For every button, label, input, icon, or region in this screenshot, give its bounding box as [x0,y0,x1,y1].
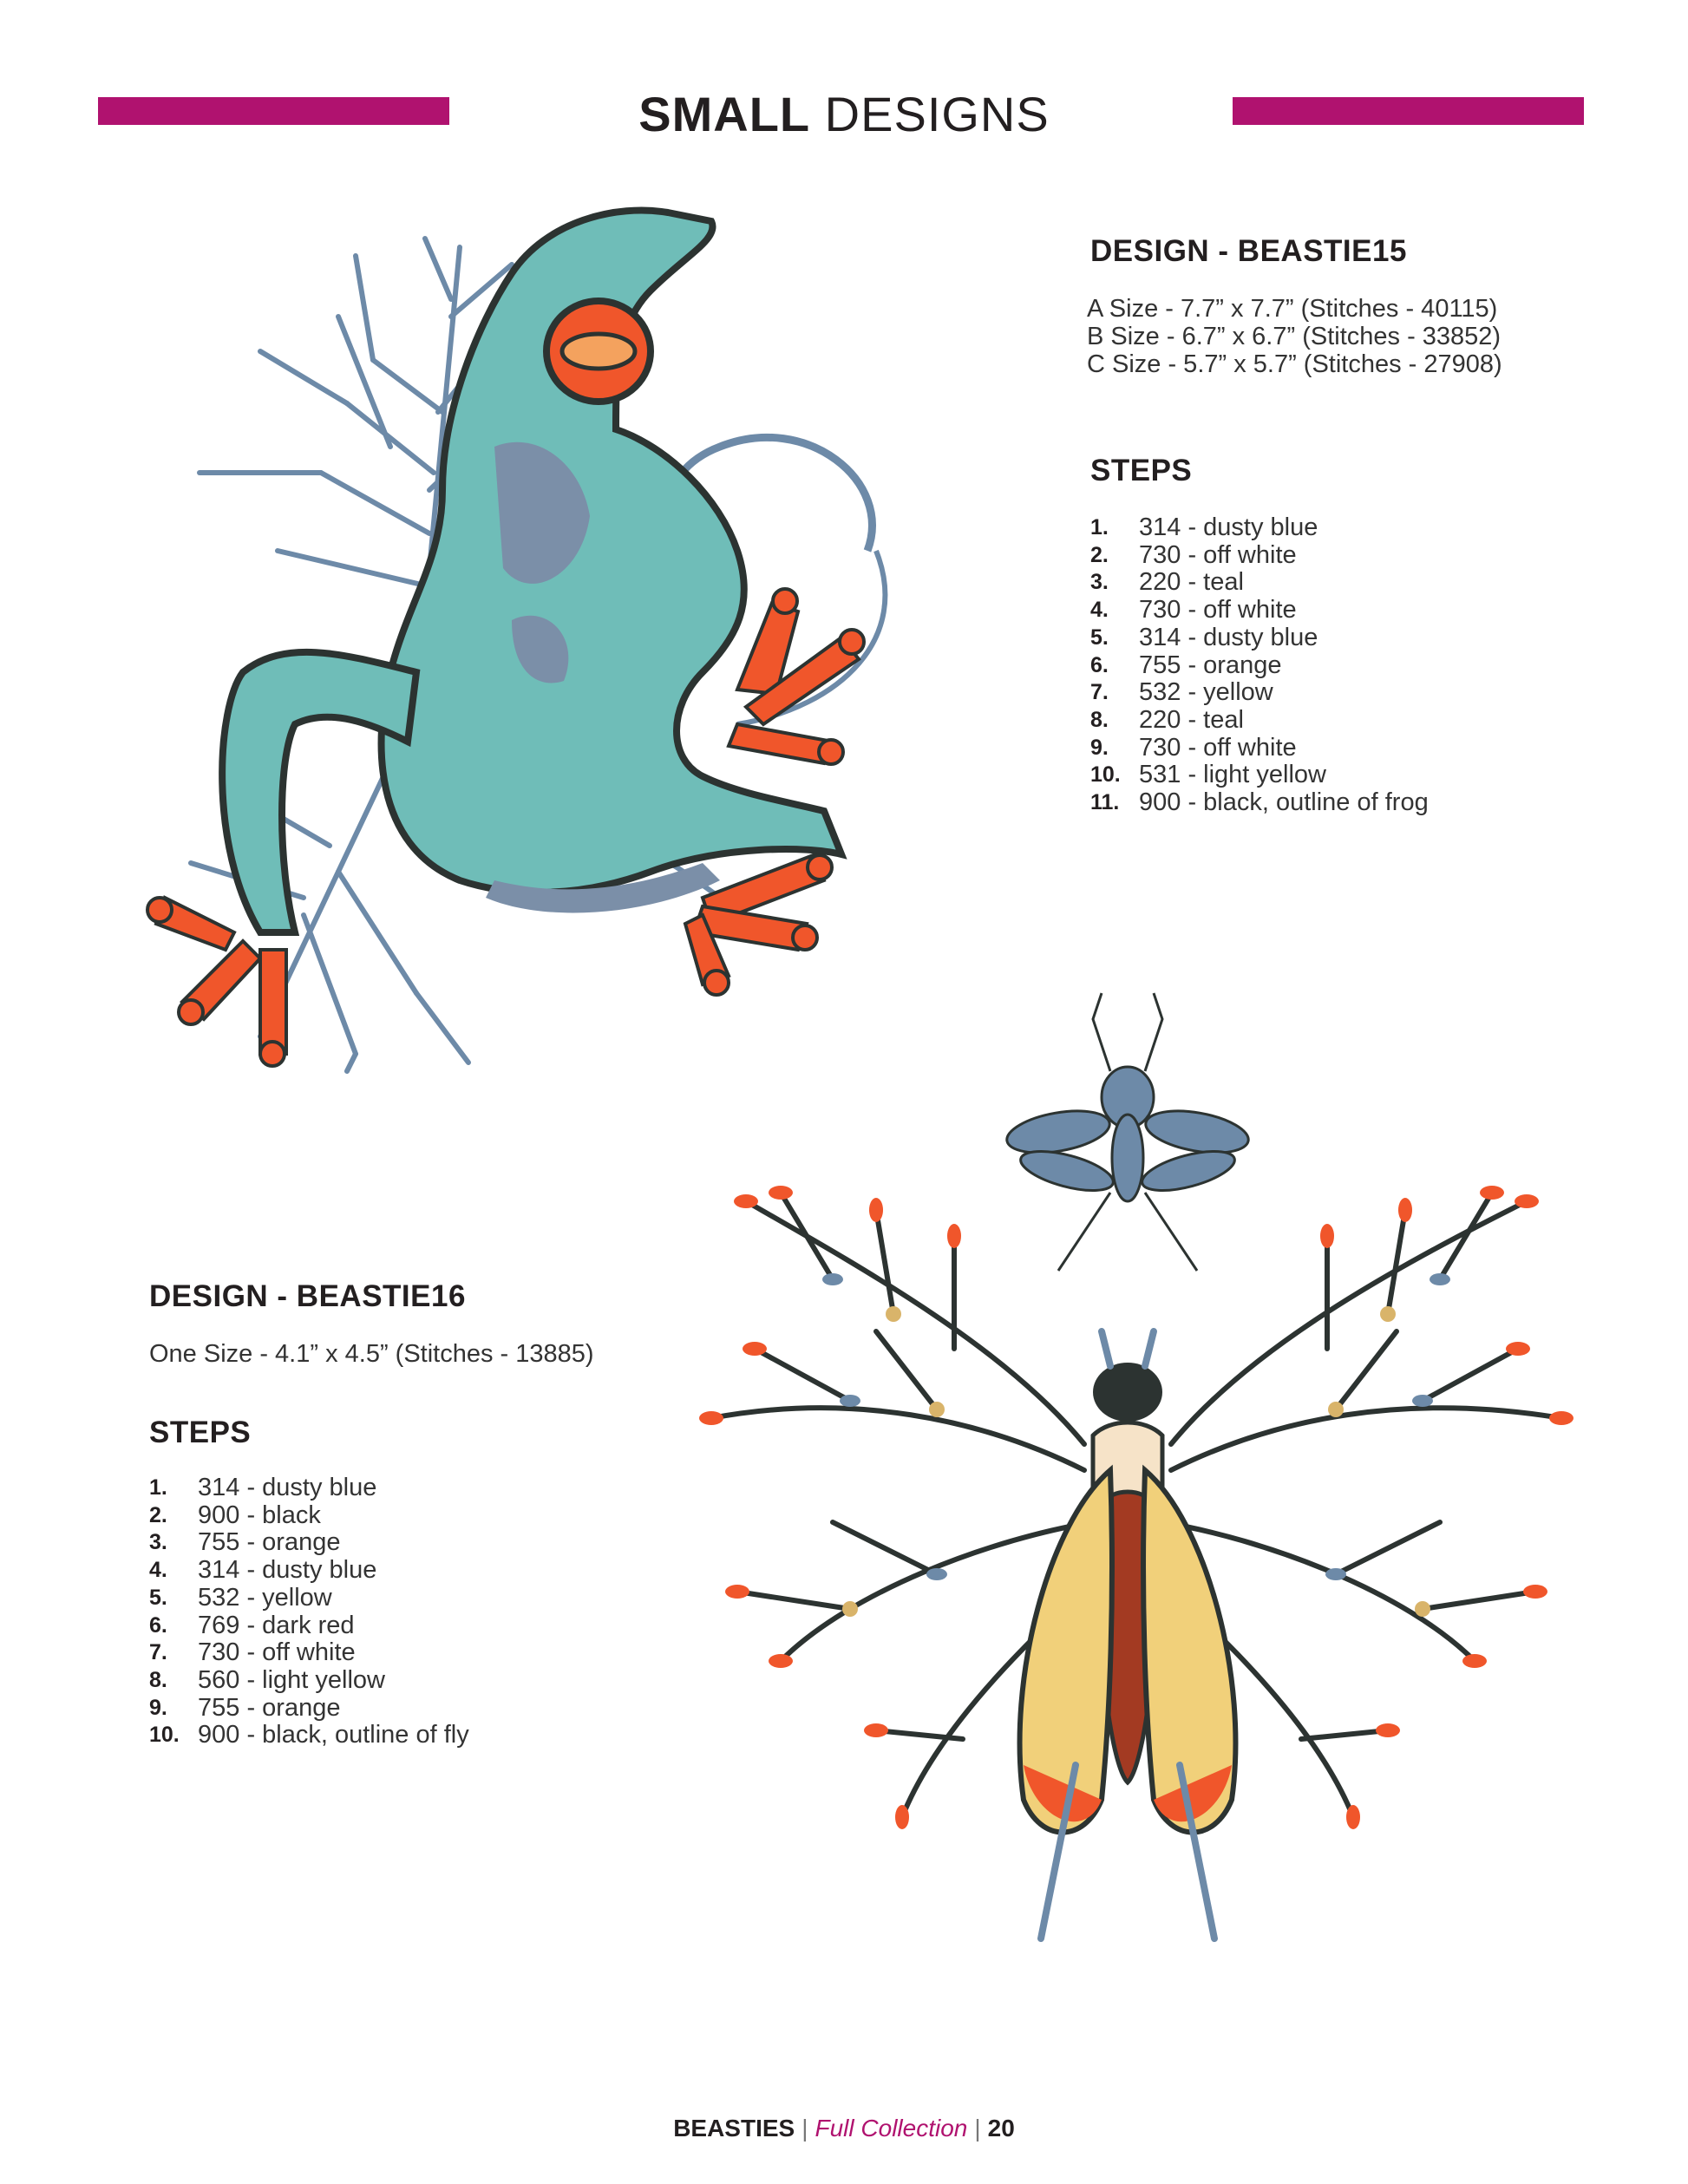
step-text: 314 - dusty blue [1139,513,1318,541]
design1-heading: DESIGN - BEASTIE15 [1090,234,1407,268]
step-number: 8. [149,1667,167,1692]
design2-steps-list [149,1475,469,1749]
step-text: 531 - light yellow [1139,761,1326,789]
step-text: 532 - yellow [198,1583,332,1612]
page-title-bold: SMALL [638,87,811,141]
step-text: 532 - yellow [1139,678,1273,707]
step-number: 3. [149,1530,167,1555]
step-text: 755 - orange [198,1528,341,1557]
step-text: 755 - orange [1139,651,1282,679]
step-item [149,1557,469,1585]
step-text: 314 - dusty blue [198,1556,377,1585]
step-item [149,1502,469,1530]
step-item [1090,624,1429,652]
step-number: 4. [149,1558,167,1583]
step-item [1090,542,1429,570]
step-number: 9. [149,1695,167,1720]
footer-separator: | [974,2115,981,2141]
step-text: 314 - dusty blue [1139,623,1318,651]
step-item [149,1612,469,1640]
step-number: 3. [1090,570,1109,595]
step-item [149,1695,469,1723]
step-number: 10. [1090,762,1121,788]
step-text: 900 - black, outline of fly [198,1721,469,1749]
step-text: 730 - off white [1139,596,1297,624]
step-number: 1. [149,1475,167,1500]
step-item [1090,762,1429,789]
design1-steps-list [1090,514,1429,817]
footer-collection: Full Collection [815,2115,968,2141]
step-item [149,1475,469,1502]
step-text: 730 - off white [1139,540,1297,569]
step-item [1090,514,1429,542]
step-item [149,1722,469,1749]
step-item [1090,597,1429,624]
page-title [0,87,1688,142]
step-text: 220 - teal [1139,568,1244,597]
step-item [149,1585,469,1612]
step-item [149,1667,469,1695]
step-item [1090,789,1429,817]
step-item [1090,679,1429,707]
step-number: 9. [1090,735,1109,760]
frog-embroidery-image [130,186,1067,1106]
page-title-light: DESIGNS [824,87,1050,141]
footer-separator: | [801,2115,808,2141]
step-number: 2. [149,1502,167,1527]
step-text: 560 - light yellow [198,1665,385,1694]
step-number: 7. [149,1640,167,1665]
step-number: 11. [1090,790,1120,815]
design1-size-b: B Size - 6.7” x 6.7” (Stitches - 33852) [1087,323,1502,350]
step-number: 10. [149,1723,180,1748]
step-number: 6. [149,1612,167,1638]
design2-heading: DESIGN - BEASTIE16 [149,1279,466,1313]
step-item [149,1639,469,1667]
step-number: 5. [1090,624,1109,650]
step-number: 1. [1090,515,1109,539]
step-number: 2. [1090,542,1109,567]
step-item [1090,707,1429,735]
step-text: 755 - orange [198,1693,341,1722]
step-text: 220 - teal [1139,705,1244,734]
step-number: 5. [149,1585,167,1610]
design1-steps-heading: STEPS [1090,454,1193,487]
design1-size-c: C Size - 5.7” x 5.7” (Stitches - 27908) [1087,350,1502,378]
step-text: 769 - dark red [198,1611,355,1639]
fly-embroidery-image [677,984,1596,1973]
page-number: 20 [987,2115,1015,2141]
step-text: 900 - black, outline of frog [1139,788,1429,817]
step-item [149,1529,469,1557]
step-text: 900 - black [198,1501,321,1529]
page-footer [0,2115,1688,2142]
step-text: 730 - off white [198,1638,356,1667]
design2-size-one: One Size - 4.1” x 4.5” (Stitches - 13885) [149,1340,594,1368]
footer-brand: BEASTIES [673,2115,795,2141]
step-number: 4. [1090,598,1109,623]
design2-sizes [149,1340,594,1368]
design2-steps-heading: STEPS [149,1416,252,1449]
step-text: 730 - off white [1139,733,1297,762]
step-item [1090,735,1429,762]
step-text: 314 - dusty blue [198,1474,377,1501]
design1-sizes [1087,295,1502,378]
step-number: 7. [1090,680,1109,705]
step-number: 8. [1090,707,1109,732]
step-number: 6. [1090,652,1109,677]
step-item [1090,652,1429,680]
step-item [1090,569,1429,597]
design1-size-a: A Size - 7.7” x 7.7” (Stitches - 40115) [1087,295,1498,323]
